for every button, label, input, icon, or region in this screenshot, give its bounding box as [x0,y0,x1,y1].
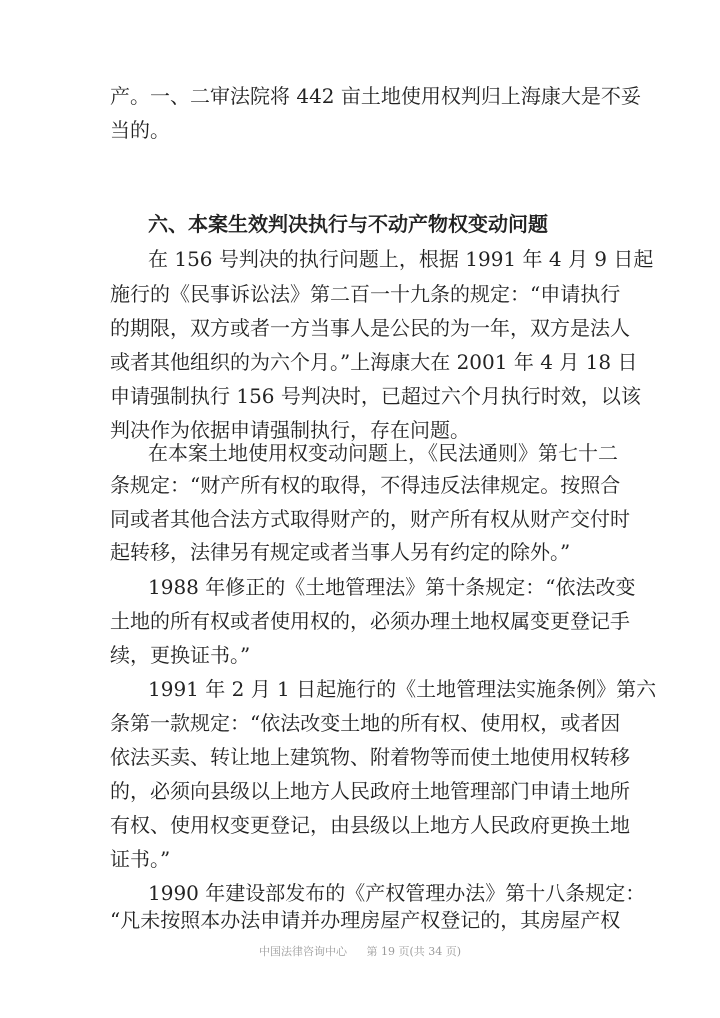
paragraph-line: 1988 年修正的《土地管理法》第十条规定：“依法改变 [148,575,636,599]
paragraph-line: “凡未按照本办法申请并办理房屋产权登记的，其房屋产权 [110,908,621,932]
paragraph-line: 1990 年建设部发布的《产权管理办法》第十八条规定： [148,881,646,905]
paragraph-line: 有权、使用权变更登记，由县级以上地方人民政府更换土地 [110,813,630,837]
footer-source: 中国法律咨询中心 [258,945,347,958]
footer-page-number: 第 19 页(共 34 页) [366,945,462,958]
paragraph-line: 依法买卖、转让地上建筑物、附着物等而使土地使用权转移 [110,745,630,769]
paragraph-line: 的，必须向县级以上地方人民政府土地管理部门申请土地所 [110,779,630,803]
paragraph-line: 判决作为依据申请强制执行，存在问题。 [110,418,470,442]
section-heading: 六、本案生效判决执行与不动产物权变动问题 [148,212,548,236]
paragraph-line: 土地的所有权或者使用权的，必须办理土地权属变更登记手 [110,609,630,633]
paragraph-line: 条规定：“财产所有权的取得，不得违反法律规定。按照合 [110,473,621,497]
paragraph-line: 或者其他组织的为六个月。”上海康大在 2001 年 4 月 18 日 [110,350,638,374]
paragraph-line: 同或者其他合法方式取得财产的，财产所有权从财产交付时 [110,507,630,531]
paragraph-line: 条第一款规定：“依法改变土地的所有权、使用权，或者因 [110,711,621,735]
paragraph-line: 当的。 [110,118,170,142]
paragraph-line: 在本案土地使用权变动问题上，《民法通则》第七十二 [148,441,618,465]
paragraph-line: 申请强制执行 156 号判决时，已超过六个月执行时效，以该 [110,384,641,408]
paragraph-line: 施行的《民事诉讼法》第二百一十九条的规定：“申请执行 [110,282,621,306]
paragraph-line: 起转移，法律另有规定或者当事人另有约定的除外。” [110,540,571,564]
page-footer [0,943,720,959]
paragraph-line: 产。一、二审法院将 442 亩土地使用权判归上海康大是不妥 [110,84,641,108]
paragraph-line: 的期限，双方或者一方当事人是公民的为一年，双方是法人 [110,316,630,340]
paragraph-line: 在 156 号判决的执行问题上，根据 1991 年 4 月 9 日起 [148,247,654,271]
paragraph-line: 证书。” [110,847,171,871]
paragraph-line: 1991 年 2 月 1 日起施行的《土地管理法实施条例》第六 [148,677,657,701]
paragraph-line: 续，更换证书。” [110,643,251,667]
